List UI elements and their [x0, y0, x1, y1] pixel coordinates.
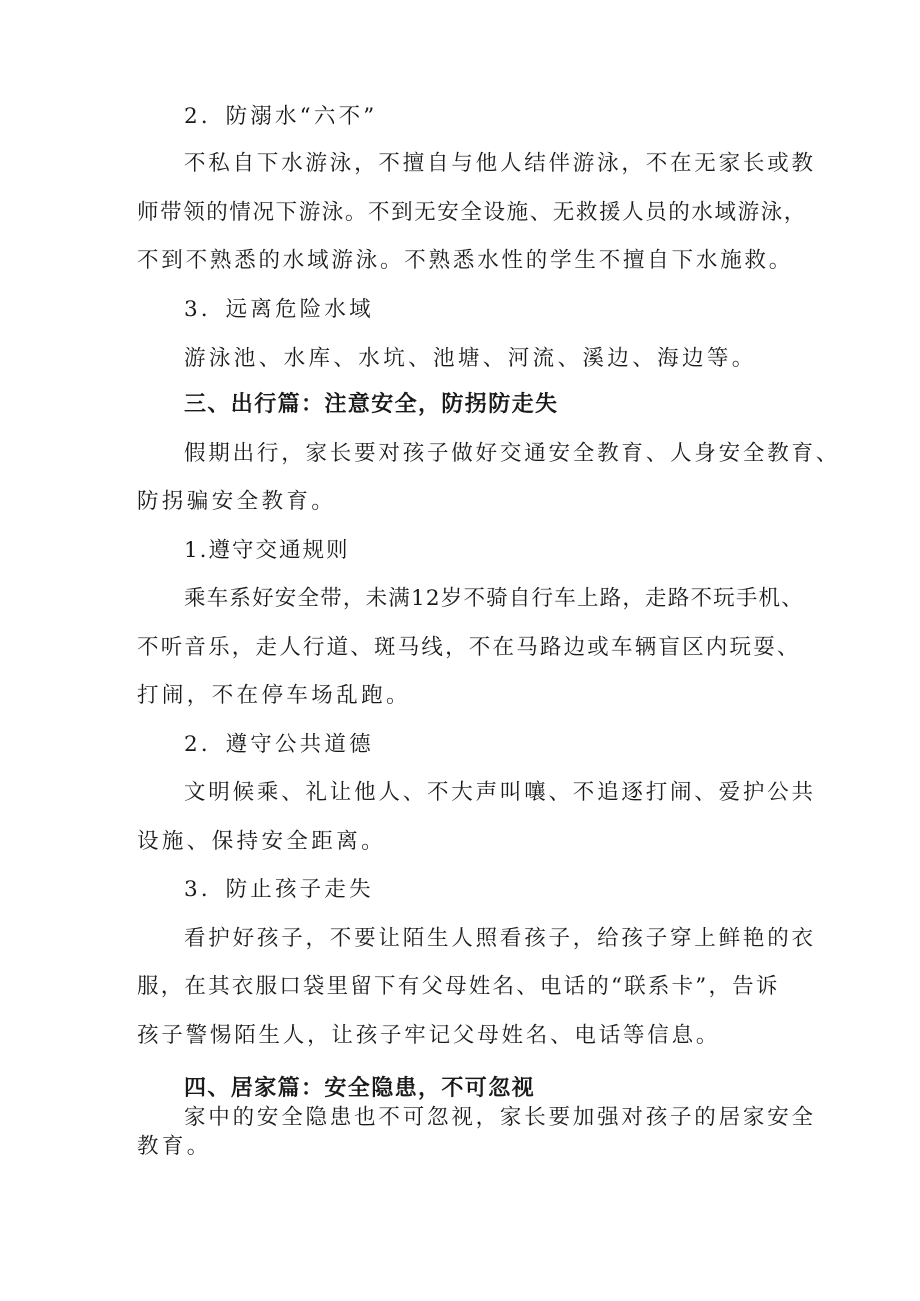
paragraph-line: 师带领的情况下游泳。不到无安全设施、无救援人员的水域游泳， [137, 200, 807, 225]
paragraph-line: 不私自下水游泳，不擅自与他人结伴游泳，不在无家长或教 [184, 151, 816, 176]
paragraph-line: 不听音乐，走人行道、斑马线，不在马路边或车辆盲区内玩耍、 [137, 635, 801, 660]
section-heading-travel: 三、出行篇：注意安全，防拐防走失 [184, 392, 559, 417]
paragraph-line: 游泳池、水库、水坑、池塘、河流、溪边、海边等。 [184, 346, 757, 371]
subheading-drowning-six-nos: 2．防溺水“六不” [184, 104, 378, 129]
paragraph-line: 孩子警惕陌生人，让孩子牢记父母姓名、电话等信息。 [137, 1023, 721, 1048]
paragraph-line: 防拐骗安全教育。 [137, 489, 337, 514]
paragraph-line: 打闹，不在停车场乱跑。 [137, 683, 411, 708]
subheading-avoid-dangerous-water: 3．远离危险水域 [184, 297, 374, 322]
paragraph-line: 家中的安全隐患也不可忽视，家长要加强对孩子的居家安全 [184, 1105, 816, 1130]
subheading-prevent-lost-children: 3．防止孩子走失 [184, 877, 374, 902]
paragraph-line: 乘车系好安全带，未满12岁不骑自行车上路，走路不玩手机、 [184, 586, 804, 611]
subheading-public-morality: 2．遵守公共道德 [184, 732, 374, 757]
subheading-traffic-rules: 1.遵守交通规则 [184, 538, 350, 563]
paragraph-line: 设施、保持安全距离。 [137, 829, 387, 854]
paragraph-line: 服，在其衣服口袋里留下有父母姓名、电话的“联系卡”，告诉 [137, 974, 780, 999]
paragraph-line: 教育。 [137, 1134, 212, 1159]
paragraph-line: 不到不熟悉的水域游泳。不熟悉水性的学生不擅自下水施救。 [137, 248, 794, 273]
section-heading-home: 四、居家篇：安全隐患，不可忽视 [184, 1076, 536, 1101]
paragraph-line: 看护好孩子，不要让陌生人照看孩子，给孩子穿上鲜艳的衣 [184, 926, 816, 951]
paragraph-line: 假期出行，家长要对孩子做好交通安全教育、人身安全教育、 [184, 441, 841, 466]
paragraph-line: 文明候乘、礼让他人、不大声叫嚷、不追逐打闹、爱护公共 [184, 780, 816, 805]
